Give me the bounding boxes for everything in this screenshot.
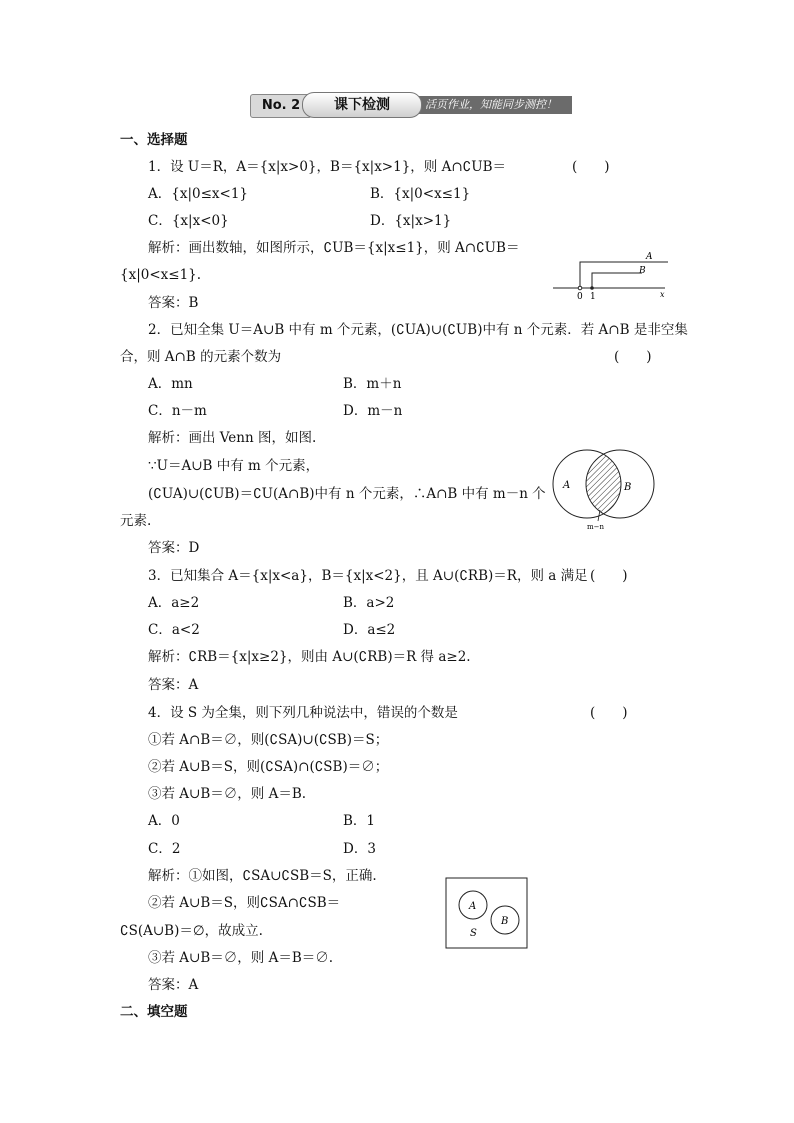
q2-venn-diagram bbox=[540, 448, 662, 532]
q1-answer-paren: ( ) bbox=[572, 159, 610, 175]
q2-option-b: B．m＋n bbox=[343, 376, 402, 392]
axis-label-x: x bbox=[660, 290, 665, 299]
q3-answer-paren: ( ) bbox=[590, 568, 628, 584]
q1-option-c: C．{x|x<0} bbox=[148, 213, 229, 229]
q2-answer-paren: ( ) bbox=[614, 349, 652, 365]
q2-option-d: D．m－n bbox=[343, 403, 403, 419]
q2-stem-1: 2．已知全集 U＝A∪B 中有 m 个元素，(∁UA)∪(∁UB)中有 n 个元素．若 A∩B 是非空集 bbox=[148, 322, 688, 338]
q1-stem: 1．设 U＝R，A＝{x|x>0}，B＝{x|x>1}，则 A∩∁UB＝ bbox=[148, 159, 507, 175]
q1-option-a: A．{x|0≤x<1} bbox=[148, 186, 249, 202]
header-title: 课下检测 bbox=[302, 92, 422, 118]
q4-statement-2: ②若 A∪B＝S，则(∁SA)∩(∁SB)＝∅； bbox=[148, 759, 389, 775]
tick-label-1: 1 bbox=[590, 292, 596, 302]
q2-explanation-1: 解析：画出 Venn 图，如图. bbox=[148, 430, 317, 446]
lesson-number: No. 2 bbox=[250, 94, 312, 118]
q4-stem: 4．设 S 为全集，则下列几种说法中，错误的个数是 bbox=[148, 705, 458, 721]
q4-option-a: A．0 bbox=[148, 813, 180, 829]
q4-option-d: D．3 bbox=[343, 841, 376, 857]
intersection-label: m−n bbox=[587, 523, 605, 531]
q4-answer-paren: ( ) bbox=[590, 705, 628, 721]
ray-a-label: A bbox=[646, 252, 653, 262]
q4-option-c: C．2 bbox=[148, 841, 181, 857]
q2-explanation-4: 元素. bbox=[120, 513, 152, 529]
set-a-ray bbox=[580, 262, 668, 288]
set-b-label: B bbox=[501, 916, 509, 927]
q3-answer: 答案：A bbox=[148, 677, 199, 693]
point-one bbox=[590, 286, 594, 290]
q4-statement-1: ①若 A∩B＝∅，则(∁SA)∪(∁SB)＝S； bbox=[148, 732, 389, 748]
q2-answer: 答案：D bbox=[148, 540, 200, 556]
q4-statement-3: ③若 A∪B＝∅，则 A＝B. bbox=[148, 786, 307, 802]
q3-explanation: 解析：∁RB＝{x|x≥2}，则由 A∪(∁RB)＝R 得 a≥2. bbox=[148, 649, 471, 665]
q3-option-c: C．a<2 bbox=[148, 622, 200, 638]
q1-option-d: D．{x|x>1} bbox=[370, 213, 452, 229]
q1-number-line-figure bbox=[550, 248, 675, 303]
venn-label-a: A bbox=[563, 480, 571, 491]
q3-stem: 3．已知集合 A＝{x|x<a}，B＝{x|x<2}，且 A∪(∁RB)＝R，则 a 满足 bbox=[148, 568, 588, 584]
venn-label-b: B bbox=[624, 482, 632, 493]
q3-option-d: D．a≤2 bbox=[343, 622, 396, 638]
tick-label-0: 0 bbox=[577, 292, 583, 302]
set-s-label: S bbox=[470, 928, 477, 939]
q2-stem-2: 合，则 A∩B 的元素个数为 bbox=[120, 349, 282, 365]
q4-explanation-2: ②若 A∪B＝S，则∁SA∩∁SB＝ bbox=[148, 895, 341, 911]
q1-explanation-2: {x|0<x≤1}. bbox=[120, 267, 202, 283]
q2-explanation-3: (∁UA)∪(∁UB)＝∁U(A∩B)中有 n 个元素，∴A∩B 中有 m－n 个 bbox=[148, 486, 546, 502]
q3-option-a: A．a≥2 bbox=[148, 595, 200, 611]
q4-universal-set-figure bbox=[445, 877, 530, 951]
q2-option-a: A．mn bbox=[148, 376, 193, 392]
universal-set-box bbox=[446, 878, 527, 948]
q2-explanation-2: ∵U＝A∪B 中有 m 个元素， bbox=[148, 458, 320, 474]
q4-answer: 答案：A bbox=[148, 977, 199, 993]
set-a-label: A bbox=[469, 901, 477, 912]
q2-option-c: C．n－m bbox=[148, 403, 207, 419]
q1-option-b: B．{x|0<x≤1} bbox=[370, 186, 471, 202]
q4-explanation-3: ∁S(A∪B)＝∅，故成立. bbox=[120, 923, 263, 939]
section-heading-fill: 二、填空题 bbox=[120, 1004, 188, 1020]
q4-option-b: B．1 bbox=[343, 813, 376, 829]
q4-explanation-1: 解析：①如图，∁SA∪∁SB＝S，正确. bbox=[148, 868, 377, 884]
q1-answer: 答案：B bbox=[148, 295, 199, 311]
ray-b-label: B bbox=[639, 266, 646, 276]
q1-explanation-1: 解析：画出数轴，如图所示，∁UB＝{x|x≤1}，则 A∩∁UB＝ bbox=[148, 240, 520, 256]
q4-explanation-4: ③若 A∪B＝∅，则 A＝B＝∅. bbox=[148, 950, 334, 966]
section-heading-choice: 一、选择题 bbox=[120, 132, 188, 148]
header-slogan: 活页作业，知能同步测控！ bbox=[410, 96, 572, 114]
origin-point bbox=[578, 286, 582, 290]
q3-option-b: B．a>2 bbox=[343, 595, 395, 611]
header-banner bbox=[250, 92, 572, 118]
set-b-ray bbox=[592, 273, 642, 288]
